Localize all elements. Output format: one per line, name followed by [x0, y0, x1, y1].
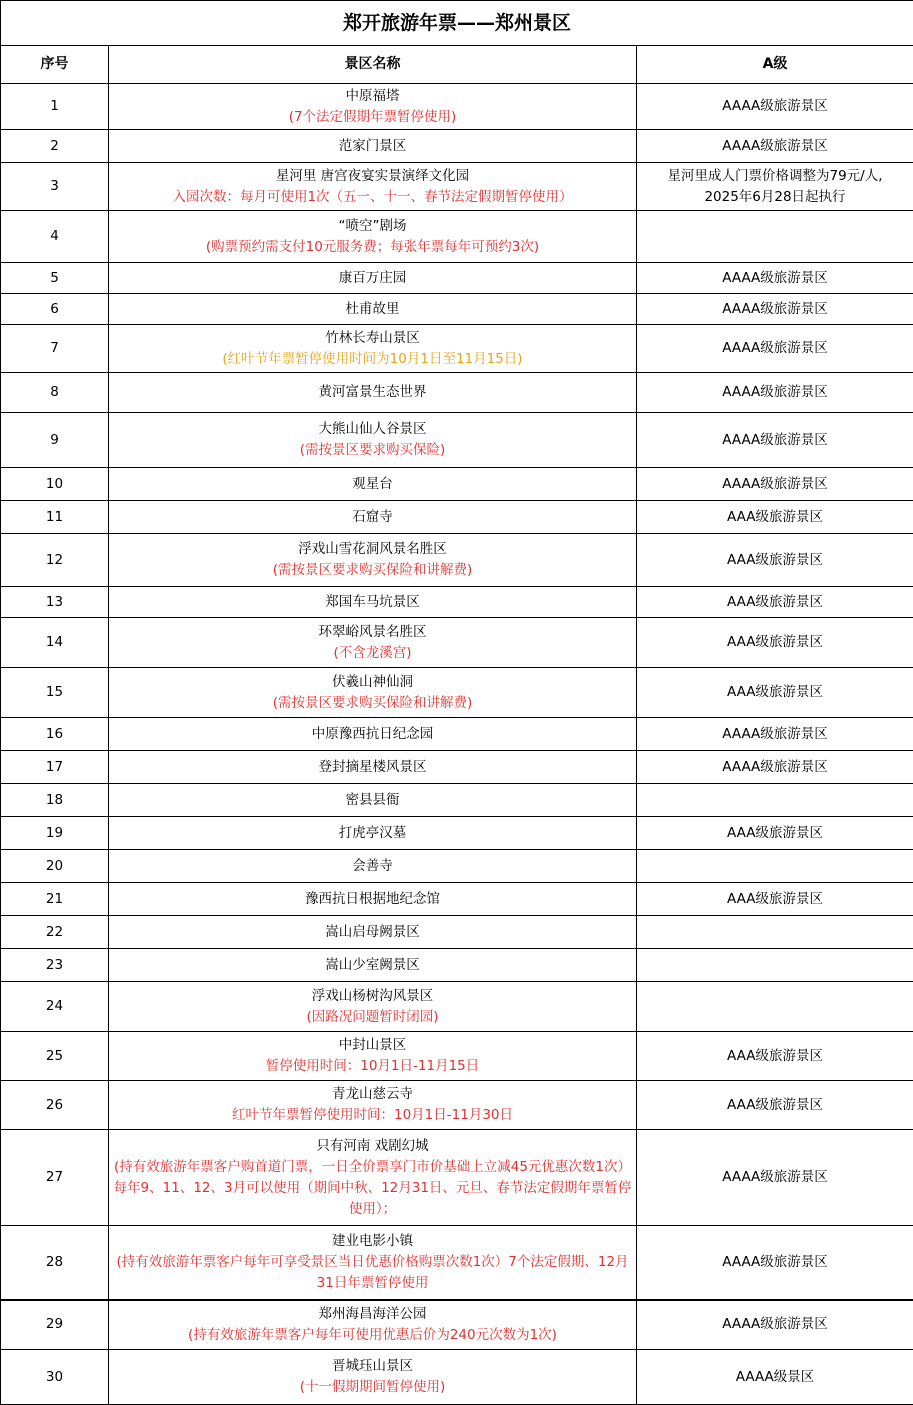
table-row — [1, 587, 913, 618]
scenic-spot-name: “喷空”剧场 — [113, 216, 632, 237]
scenic-spot-note: (持有效旅游年票客户每年可享受景区当日优惠价格购票次数1次）7个法定假期、12月31日年票暂停使用 — [113, 1252, 632, 1294]
scenic-spot-name: 伏羲山神仙洞 — [113, 672, 632, 693]
scenic-spot-note: (需按景区要求购买保险和讲解费) — [113, 693, 632, 714]
row-index: 7 — [1, 325, 109, 373]
row-index: 5 — [1, 263, 109, 294]
scenic-spot-name: 范家门景区 — [113, 136, 632, 157]
row-level-cell — [637, 1130, 913, 1226]
table-row — [1, 373, 913, 413]
row-index: 28 — [1, 1226, 109, 1300]
scenic-spot-note: (购票预约需支付10元服务费；每张年票每年可预约3次) — [113, 237, 632, 258]
scenic-spot-name: 嵩山少室阙景区 — [113, 955, 632, 976]
table-row — [1, 718, 913, 751]
table-row — [1, 916, 913, 949]
level-text: AAAA级旅游景区 — [641, 96, 909, 117]
row-level-cell — [637, 949, 913, 982]
scenic-spot-name: 观星台 — [113, 474, 632, 495]
row-index: 20 — [1, 850, 109, 883]
table-row — [1, 1130, 913, 1226]
row-index: 13 — [1, 587, 109, 618]
level-text: AAAA级旅游景区 — [641, 474, 909, 495]
row-index: 9 — [1, 413, 109, 468]
row-level-cell — [637, 130, 913, 163]
row-level-cell — [637, 413, 913, 468]
row-name-cell — [109, 1081, 637, 1130]
row-index: 4 — [1, 211, 109, 263]
scenic-spot-note: (红叶节年票暂停使用时间为10月1日至11月15日) — [113, 349, 632, 370]
row-level-cell — [637, 817, 913, 850]
row-level-cell — [637, 1300, 913, 1350]
level-text: AAA级旅游景区 — [641, 1095, 909, 1116]
row-level-cell — [637, 534, 913, 587]
level-text: AAA级旅游景区 — [641, 632, 909, 653]
row-index: 12 — [1, 534, 109, 587]
scenic-spot-name: 竹林长寿山景区 — [113, 328, 632, 349]
header-index: 序号 — [1, 46, 109, 84]
row-index: 30 — [1, 1350, 109, 1405]
level-text: AAAA级旅游景区 — [641, 430, 909, 451]
table-row — [1, 982, 913, 1032]
table-row — [1, 1032, 913, 1081]
header-level: A级 — [637, 46, 913, 84]
row-name-cell — [109, 916, 637, 949]
row-index: 11 — [1, 501, 109, 534]
row-name-cell — [109, 211, 637, 263]
row-name-cell — [109, 263, 637, 294]
row-level-cell — [637, 325, 913, 373]
row-level-cell — [637, 263, 913, 294]
row-name-cell — [109, 817, 637, 850]
scenic-spot-note: (因路况问题暂时闭园) — [113, 1007, 632, 1028]
level-text: AAAA级旅游景区 — [641, 1314, 909, 1335]
scenic-spot-name: 中封山景区 — [113, 1035, 632, 1056]
level-text: AAAA级旅游景区 — [641, 299, 909, 320]
row-name-cell — [109, 618, 637, 668]
table-row — [1, 1350, 913, 1405]
row-index: 8 — [1, 373, 109, 413]
level-text: AAA级旅游景区 — [641, 889, 909, 910]
row-name-cell — [109, 163, 637, 211]
row-name-cell — [109, 1032, 637, 1081]
row-index: 25 — [1, 1032, 109, 1081]
scenic-spot-name: 环翠峪风景名胜区 — [113, 622, 632, 643]
table-row — [1, 883, 913, 916]
table-row — [1, 751, 913, 784]
scenic-spot-note: (十一假期期间暂停使用) — [113, 1377, 632, 1398]
row-name-cell — [109, 850, 637, 883]
table-row — [1, 1226, 913, 1300]
row-index: 10 — [1, 468, 109, 501]
table-row — [1, 1300, 913, 1350]
row-index: 27 — [1, 1130, 109, 1226]
row-level-cell — [637, 163, 913, 211]
table-row — [1, 949, 913, 982]
row-level-cell — [637, 850, 913, 883]
row-level-cell — [637, 883, 913, 916]
row-name-cell — [109, 883, 637, 916]
level-text: AAAA级旅游景区 — [641, 268, 909, 289]
scenic-spot-note: 红叶节年票暂停使用时间：10月1日-11月30日 — [113, 1105, 632, 1126]
table-row — [1, 817, 913, 850]
row-level-cell — [637, 751, 913, 784]
row-level-cell — [637, 668, 913, 718]
row-index: 14 — [1, 618, 109, 668]
level-text: AAAA级景区 — [641, 1367, 909, 1388]
row-index: 24 — [1, 982, 109, 1032]
row-level-cell — [637, 718, 913, 751]
row-index: 17 — [1, 751, 109, 784]
row-level-cell — [637, 1350, 913, 1405]
row-level-cell — [637, 211, 913, 263]
row-name-cell — [109, 534, 637, 587]
row-name-cell — [109, 294, 637, 325]
row-index: 22 — [1, 916, 109, 949]
level-text: AAA级旅游景区 — [641, 507, 909, 528]
level-text: AAA级旅游景区 — [641, 592, 909, 613]
table-row — [1, 618, 913, 668]
table-row — [1, 1081, 913, 1130]
row-level-cell — [637, 618, 913, 668]
table-row — [1, 325, 913, 373]
scenic-spot-name: 浮戏山杨树沟风景区 — [113, 986, 632, 1007]
level-text: AAAA级旅游景区 — [641, 1167, 909, 1188]
row-name-cell — [109, 468, 637, 501]
scenic-spot-name: 打虎亭汉墓 — [113, 823, 632, 844]
scenic-spot-name: 黄河富景生态世界 — [113, 382, 632, 403]
scenic-spot-note: (持有效旅游年票客户购首道门票，一日全价票享门市价基础上立减45元优惠次数1次）每年9、11、12、3月可以使用（期间中秋、12月31日、元旦、春节法定假期年票暂停使用）； — [113, 1157, 632, 1220]
scenic-spot-name: 会善寺 — [113, 856, 632, 877]
row-name-cell — [109, 587, 637, 618]
row-index: 26 — [1, 1081, 109, 1130]
table-row — [1, 130, 913, 163]
row-name-cell — [109, 325, 637, 373]
scenic-spot-name: 星河里 唐宫夜宴实景演绎文化园 — [113, 166, 632, 187]
row-level-cell — [637, 1032, 913, 1081]
table-row — [1, 501, 913, 534]
row-index: 1 — [1, 84, 109, 130]
row-name-cell — [109, 501, 637, 534]
table-row — [1, 84, 913, 130]
scenic-spot-note: 入园次数：每月可使用1次（五一、十一、春节法定假期暂停使用） — [113, 187, 632, 208]
row-name-cell — [109, 373, 637, 413]
table-row — [1, 263, 913, 294]
row-index: 23 — [1, 949, 109, 982]
scenic-spot-note: 暂停使用时间：10月1日-11月15日 — [113, 1056, 632, 1077]
level-text: AAAA级旅游景区 — [641, 338, 909, 359]
level-text: AAAA级旅游景区 — [641, 136, 909, 157]
row-level-cell — [637, 84, 913, 130]
scenic-spot-name: 中原豫西抗日纪念园 — [113, 724, 632, 745]
row-name-cell — [109, 784, 637, 817]
row-name-cell — [109, 1350, 637, 1405]
level-text: AAAA级旅游景区 — [641, 1252, 909, 1273]
scenic-spot-name: 豫西抗日根据地纪念馆 — [113, 889, 632, 910]
row-index: 15 — [1, 668, 109, 718]
scenic-spot-note: (不含龙溪宫) — [113, 643, 632, 664]
row-index: 21 — [1, 883, 109, 916]
row-name-cell — [109, 751, 637, 784]
scenic-spot-name: 只有河南 戏剧幻城 — [113, 1136, 632, 1157]
row-level-cell — [637, 373, 913, 413]
row-level-cell — [637, 501, 913, 534]
row-level-cell — [637, 468, 913, 501]
table-row — [1, 413, 913, 468]
level-text: AAAA级旅游景区 — [641, 724, 909, 745]
row-name-cell — [109, 130, 637, 163]
table-title: 郑开旅游年票——郑州景区 — [1, 1, 913, 46]
row-level-cell — [637, 1226, 913, 1300]
row-index: 16 — [1, 718, 109, 751]
row-name-cell — [109, 949, 637, 982]
scenic-spot-name: 晋城珏山景区 — [113, 1356, 632, 1377]
row-name-cell — [109, 1130, 637, 1226]
row-level-cell — [637, 916, 913, 949]
row-index: 3 — [1, 163, 109, 211]
row-level-cell — [637, 784, 913, 817]
header-name: 景区名称 — [109, 46, 637, 84]
scenic-spot-note: (持有效旅游年票客户每年可使用优惠后价为240元次数为1次) — [113, 1325, 632, 1346]
level-text: AAA级旅游景区 — [641, 823, 909, 844]
row-name-cell — [109, 1226, 637, 1300]
row-index: 19 — [1, 817, 109, 850]
row-level-cell — [637, 982, 913, 1032]
level-text-line2: 2025年6月28日起执行 — [641, 187, 909, 208]
table-row — [1, 668, 913, 718]
scenic-spot-name: 大熊山仙人谷景区 — [113, 419, 632, 440]
row-index: 29 — [1, 1300, 109, 1350]
table-row — [1, 294, 913, 325]
row-index: 6 — [1, 294, 109, 325]
scenic-spot-name: 郑州海昌海洋公园 — [113, 1304, 632, 1325]
row-level-cell — [637, 1081, 913, 1130]
row-level-cell — [637, 294, 913, 325]
table-row — [1, 534, 913, 587]
level-text: AAA级旅游景区 — [641, 682, 909, 703]
scenic-spot-name: 青龙山慈云寺 — [113, 1084, 632, 1105]
row-name-cell — [109, 1300, 637, 1350]
scenic-spot-note: (7个法定假期年票暂停使用) — [113, 107, 632, 128]
row-name-cell — [109, 413, 637, 468]
row-name-cell — [109, 84, 637, 130]
level-text: AAAA级旅游景区 — [641, 382, 909, 403]
level-text: AAA级旅游景区 — [641, 1046, 909, 1067]
scenic-spot-name: 建业电影小镇 — [113, 1231, 632, 1252]
row-name-cell — [109, 982, 637, 1032]
scenic-spot-name: 康百万庄园 — [113, 268, 632, 289]
level-text: AAAA级旅游景区 — [641, 757, 909, 778]
level-text: 星河里成人门票价格调整为79元/人, — [641, 166, 909, 187]
scenic-spot-name: 郑国车马坑景区 — [113, 592, 632, 613]
scenic-spot-name: 登封摘星楼风景区 — [113, 757, 632, 778]
scenic-spot-name: 密县县衙 — [113, 790, 632, 811]
row-name-cell — [109, 718, 637, 751]
scenic-spot-name: 中原福塔 — [113, 86, 632, 107]
row-name-cell — [109, 668, 637, 718]
scenic-spot-name: 杜甫故里 — [113, 299, 632, 320]
table-row — [1, 163, 913, 211]
table-row — [1, 850, 913, 883]
row-level-cell — [637, 587, 913, 618]
scenic-spot-note: (需按景区要求购买保险和讲解费) — [113, 560, 632, 581]
level-text: AAA级旅游景区 — [641, 550, 909, 571]
table-row — [1, 784, 913, 817]
row-index: 2 — [1, 130, 109, 163]
scenic-spot-name: 浮戏山雪花洞风景名胜区 — [113, 539, 632, 560]
table-row — [1, 468, 913, 501]
table-row — [1, 211, 913, 263]
scenic-spot-name: 嵩山启母阙景区 — [113, 922, 632, 943]
row-index: 18 — [1, 784, 109, 817]
scenic-spot-name: 石窟寺 — [113, 507, 632, 528]
scenic-spot-note: (需按景区要求购买保险) — [113, 440, 632, 461]
